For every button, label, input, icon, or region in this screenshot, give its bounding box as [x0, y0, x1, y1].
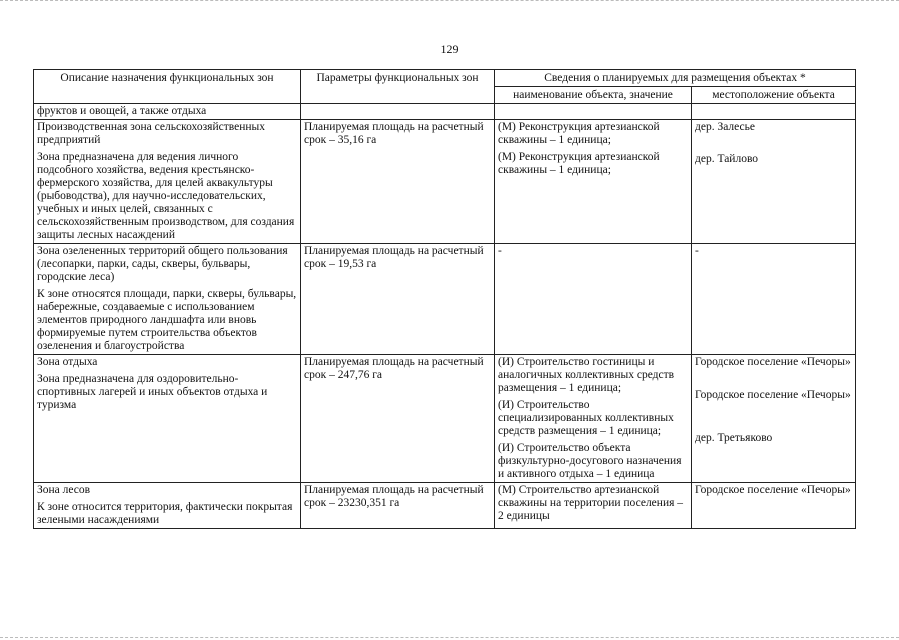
- object-item: (И) Строительство специализированных коллективных средств размещения – 1 единица;: [498, 399, 674, 437]
- zone-purpose: К зоне относится территория, фактически покрытая зелеными насаждениями: [37, 501, 293, 526]
- header-object-location: местоположение объекта: [692, 87, 856, 104]
- object-locations: [692, 244, 856, 355]
- object-locations: [692, 483, 856, 529]
- object-item: (М) Строительство артезианской скважины на территории поселения – 2 единицы: [498, 484, 684, 522]
- table-row: [34, 104, 856, 120]
- zone-purpose: Зона предназначена для оздоровительно-спортивных лагерей и иных объектов отдыха и туризма: [37, 373, 268, 411]
- zone-purpose: Зона предназначена для ведения личного подсобного хозяйства, ведения крестьянско-фермерского хозяйства, для целей аквакультуры (рыбоводства), для научно-исследовательских, учебных и иных целей, связанных с сельскохозяйственным производством, для создания защиты лесных насаждений: [37, 151, 295, 241]
- location-item: дер. Залесье: [695, 121, 756, 133]
- scan-edge-top: [0, 0, 899, 5]
- location-item: Городское поселение «Печоры»: [695, 484, 851, 496]
- location-item: -: [695, 245, 699, 257]
- object-names: [495, 244, 692, 355]
- zone-description: [34, 120, 301, 244]
- zone-parameters: Планируемая площадь на расчетный срок – 35,16 га: [301, 120, 495, 244]
- scan-edge-bottom: [0, 633, 899, 638]
- zone-description: [34, 355, 301, 483]
- location-item: дер. Третьяково: [695, 432, 773, 444]
- location-item: дер. Тайлово: [695, 153, 759, 165]
- header-planned-objects: Сведения о планируемых для размещения объектах *: [495, 70, 856, 87]
- zone-parameters: Планируемая площадь на расчетный срок – 247,76 га: [301, 355, 495, 483]
- object-names: [495, 355, 692, 483]
- object-names: [495, 120, 692, 244]
- zone-parameters: Планируемая площадь на расчетный срок – 19,53 га: [301, 244, 495, 355]
- header-object-name: наименование объекта, значение: [495, 87, 692, 104]
- object-item: (И) Строительство объекта физкультурно-досугового назначения и активного отдыха – 1 единица: [498, 442, 682, 480]
- header-description: Описание назначения функциональных зон: [34, 70, 301, 104]
- table-row: [34, 355, 856, 483]
- table-row: [34, 483, 856, 529]
- header-parameters: Параметры функциональных зон: [301, 70, 495, 104]
- zone-purpose: К зоне относятся площади, парки, скверы, бульвары, набережные, создаваемые с использованием элементов природного ландшафта или вновь формируемые путем строительства объектов озеленения и благоустройства: [37, 288, 297, 352]
- header-row: [34, 70, 856, 87]
- object-item: (М) Реконструкция артезианской скважины – 1 единица;: [498, 151, 660, 176]
- object-item: -: [498, 245, 502, 257]
- zone-parameters: Планируемая площадь на расчетный срок – 23230,351 га: [301, 483, 495, 529]
- zones-table: [33, 69, 856, 529]
- zone-description: [34, 244, 301, 355]
- zone-title: Зона озелененных территорий общего пользования (лесопарки, парки, сады, скверы, бульвары, городские леса): [37, 245, 288, 283]
- object-names: [495, 483, 692, 529]
- object-locations: [692, 355, 856, 483]
- location-item: Городское поселение «Печоры»: [695, 389, 851, 401]
- object-locations: [692, 120, 856, 244]
- continuation-cell: фруктов и овощей, а также отдыха: [34, 104, 301, 120]
- page-number: 129: [440, 42, 459, 56]
- object-item: (И) Строительство гостиницы и аналогичных коллективных средств размещения – 1 единица;: [498, 356, 675, 394]
- table-row: [34, 120, 856, 244]
- zone-title: Производственная зона сельскохозяйственных предприятий: [37, 121, 265, 146]
- zone-title: Зона отдыха: [37, 356, 98, 368]
- table-row: [34, 244, 856, 355]
- zone-title: Зона лесов: [37, 484, 91, 496]
- location-item: Городское поселение «Печоры»: [695, 356, 851, 368]
- zone-description: [34, 483, 301, 529]
- object-item: (М) Реконструкция артезианской скважины – 1 единица;: [498, 121, 660, 146]
